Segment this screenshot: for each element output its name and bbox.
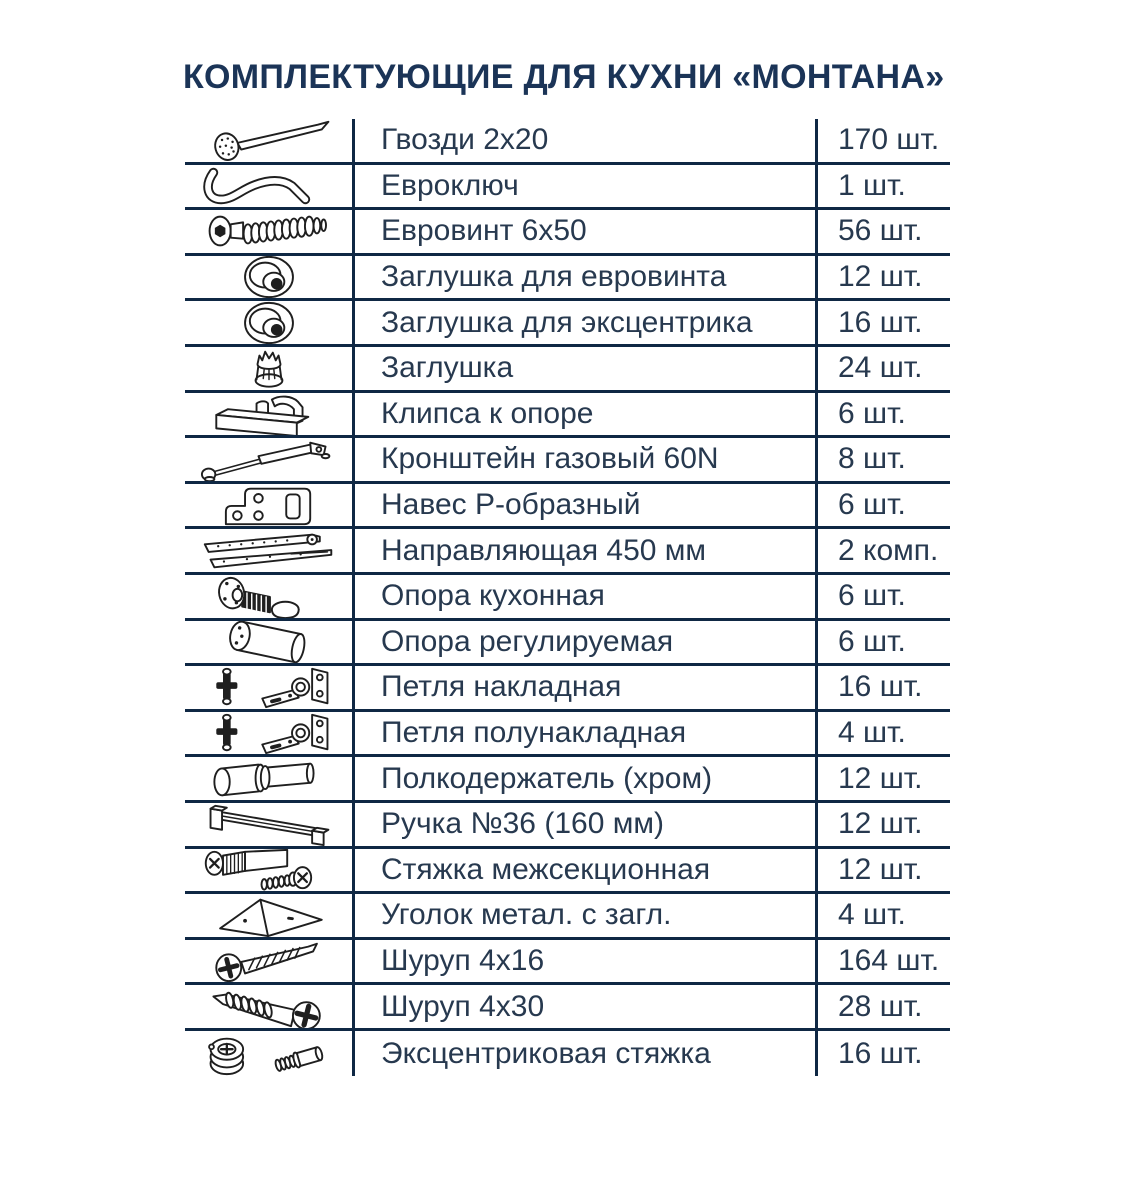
- table-row: [185, 119, 950, 165]
- item-name: Шуруп 4x16: [352, 940, 818, 986]
- table-row: [185, 940, 950, 986]
- item-name: Гвозди 2x20: [352, 119, 818, 165]
- table-row: [185, 985, 950, 1031]
- eccentric-tie-icon: [194, 1031, 344, 1077]
- eurovint-cap-icon: [194, 256, 344, 300]
- item-icon-cell: [185, 849, 352, 895]
- table-row: [185, 210, 950, 256]
- item-name: Эксцентриковая стяжка: [352, 1031, 818, 1077]
- table-row: [185, 438, 950, 484]
- item-qty: 1 шт.: [818, 165, 950, 211]
- p-hanger-icon: [194, 484, 344, 528]
- item-name: Стяжка межсекционная: [352, 849, 818, 895]
- item-name: Навес Р-образный: [352, 484, 818, 530]
- item-icon-cell: [185, 575, 352, 621]
- plug-icon: [194, 347, 344, 391]
- item-qty: 12 шт.: [818, 849, 950, 895]
- item-icon-cell: [185, 210, 352, 256]
- item-icon-cell: [185, 894, 352, 940]
- item-icon-cell: [185, 985, 352, 1031]
- item-icon-cell: [185, 484, 352, 530]
- item-icon-cell: [185, 301, 352, 347]
- item-qty: 4 шт.: [818, 894, 950, 940]
- item-qty: 24 шт.: [818, 347, 950, 393]
- table-row: [185, 256, 950, 302]
- item-qty: 16 шт.: [818, 301, 950, 347]
- corner-bracket-icon: [194, 894, 344, 938]
- table-row: [185, 849, 950, 895]
- gas-bracket-icon: [194, 438, 344, 482]
- item-name: Заглушка для евровинта: [352, 256, 818, 302]
- table-row: [185, 621, 950, 667]
- item-qty: 6 шт.: [818, 484, 950, 530]
- item-name: Евроключ: [352, 165, 818, 211]
- intersection-tie-icon: [194, 849, 344, 893]
- hex-key-icon: [194, 165, 344, 209]
- table-row: [185, 484, 950, 530]
- eccentric-cap-icon: [194, 301, 344, 345]
- item-icon-cell: [185, 165, 352, 211]
- item-qty: 56 шт.: [818, 210, 950, 256]
- item-icon-cell: [185, 119, 352, 165]
- item-icon-cell: [185, 666, 352, 712]
- item-name: Направляющая 450 мм: [352, 529, 818, 575]
- item-icon-cell: [185, 712, 352, 758]
- item-icon-cell: [185, 1031, 352, 1077]
- item-icon-cell: [185, 621, 352, 667]
- nail-icon: [194, 119, 344, 163]
- item-qty: 6 шт.: [818, 621, 950, 667]
- item-icon-cell: [185, 529, 352, 575]
- item-icon-cell: [185, 757, 352, 803]
- item-qty: 170 шт.: [818, 119, 950, 165]
- item-name: Заглушка: [352, 347, 818, 393]
- screw-short-icon: [194, 940, 344, 984]
- item-name: Ручка №36 (160 мм): [352, 803, 818, 849]
- item-name: Шуруп 4x30: [352, 985, 818, 1031]
- item-name: Опора кухонная: [352, 575, 818, 621]
- item-name: Клипса к опоре: [352, 393, 818, 439]
- page-title: КОМПЛЕКТУЮЩИЕ ДЛЯ КУХНИ «МОНТАНА»: [183, 58, 945, 96]
- item-qty: 12 шт.: [818, 803, 950, 849]
- parts-list-page: [0, 58, 1135, 1194]
- handle-icon: [194, 803, 344, 847]
- item-qty: 164 шт.: [818, 940, 950, 986]
- item-qty: 16 шт.: [818, 666, 950, 712]
- table-row: [185, 1031, 950, 1077]
- table-row: [185, 666, 950, 712]
- item-qty: 6 шт.: [818, 575, 950, 621]
- item-qty: 6 шт.: [818, 393, 950, 439]
- table-row: [185, 575, 950, 621]
- item-qty: 8 шт.: [818, 438, 950, 484]
- drawer-slide-icon: [194, 529, 344, 573]
- screw-long-icon: [194, 985, 344, 1029]
- table-row: [185, 803, 950, 849]
- item-name: Кронштейн газовый 60N: [352, 438, 818, 484]
- table-row: [185, 894, 950, 940]
- item-icon-cell: [185, 803, 352, 849]
- table-row: [185, 347, 950, 393]
- table-row: [185, 393, 950, 439]
- half-overlay-hinge-icon: [194, 712, 344, 756]
- item-qty: 16 шт.: [838, 1036, 923, 1070]
- support-clip-icon: [194, 393, 344, 437]
- table-row: [185, 529, 950, 575]
- item-name: Опора регулируемая: [352, 621, 818, 667]
- overlay-hinge-icon: [194, 666, 344, 710]
- item-qty: 2 комп.: [818, 529, 950, 575]
- item-name: Полкодержатель (хром): [352, 757, 818, 803]
- item-icon-cell: [185, 347, 352, 393]
- item-qty: 12 шт.: [818, 256, 950, 302]
- kitchen-leg-icon: [194, 575, 344, 619]
- table-row: [185, 757, 950, 803]
- shelf-pin-icon: [194, 757, 344, 801]
- confirmat-screw-icon: [194, 210, 344, 254]
- table-row: [185, 301, 950, 347]
- item-name: Петля полунакладная: [352, 712, 818, 758]
- parts-table: [185, 119, 950, 1076]
- item-icon-cell: [185, 393, 352, 439]
- item-name: Заглушка для эксцентрика: [352, 301, 818, 347]
- item-qty: 12 шт.: [818, 757, 950, 803]
- item-icon-cell: [185, 438, 352, 484]
- table-row: [185, 712, 950, 758]
- table-row: [185, 165, 950, 211]
- item-name: Петля накладная: [352, 666, 818, 712]
- adjustable-leg-icon: [194, 621, 344, 665]
- item-icon-cell: [185, 940, 352, 986]
- item-qty: 28 шт.: [818, 985, 950, 1031]
- item-name: Уголок метал. с загл.: [352, 894, 818, 940]
- item-icon-cell: [185, 256, 352, 302]
- item-qty: 4 шт.: [818, 712, 950, 758]
- item-name: Евровинт 6x50: [352, 210, 818, 256]
